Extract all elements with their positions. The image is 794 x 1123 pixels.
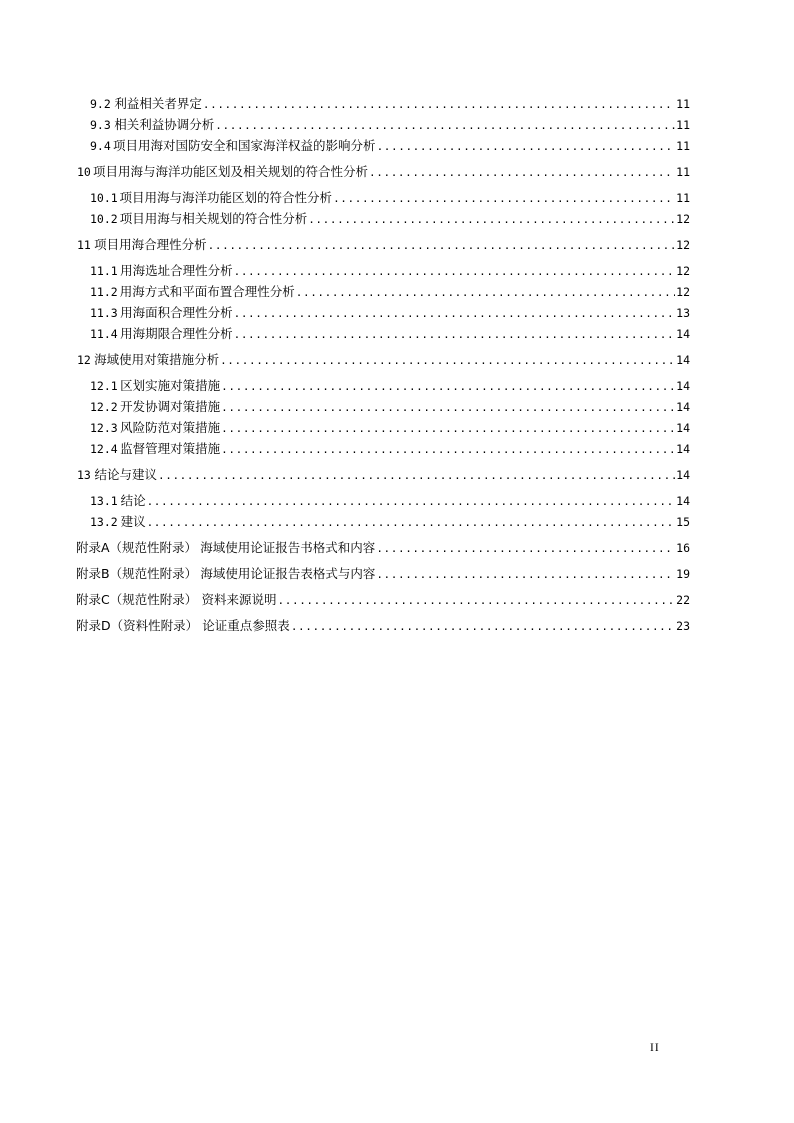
toc-entry-number: 13.1 (90, 494, 118, 508)
toc-entry-page: 14 (676, 400, 690, 414)
toc-entry-number: 11 (77, 238, 91, 252)
toc-entry-title: 监督管理对策措施 (120, 441, 221, 456)
toc-entry[interactable] (90, 420, 690, 437)
toc-entry-page: 14 (676, 468, 690, 482)
toc-entry-title: 结论 (120, 493, 146, 508)
toc-entry-page: 22 (676, 593, 690, 607)
toc-entry-number: 附录A（规范性附录） (76, 540, 198, 555)
toc-entry-title: 项目用海与海洋功能区划及相关规划的符合性分析 (93, 164, 369, 179)
toc-entry-number: 附录B（规范性附录） (76, 566, 198, 581)
toc-entry-number: 12.3 (90, 421, 118, 435)
toc-entry-title: 用海面积合理性分析 (120, 305, 233, 320)
toc-entry-page: 12 (676, 285, 690, 299)
toc-entry-number: 附录C（规范性附录） (76, 592, 198, 607)
toc-entry-title: 用海方式和平面布置合理性分析 (119, 284, 295, 299)
toc-entry[interactable] (90, 514, 690, 531)
toc-entry-page: 15 (676, 515, 690, 529)
toc-entry-page: 14 (676, 494, 690, 508)
toc-entry-number: 10.1 (90, 191, 118, 205)
toc-entry[interactable] (77, 237, 690, 254)
toc-entry-number: 11.4 (90, 327, 118, 341)
toc-leader-dots (291, 619, 675, 635)
toc-leader-dots (208, 238, 675, 254)
toc-entry[interactable] (90, 211, 690, 228)
toc-entry-number: 12.2 (90, 400, 118, 414)
toc-entry-title: 海域使用论证报告表格式与内容 (200, 566, 376, 581)
toc-leader-dots (296, 285, 675, 301)
toc-entry-title: 相关利益协调分析 (114, 117, 215, 132)
toc-entry-title: 资料来源说明 (201, 592, 277, 607)
toc-entry-page: 12 (676, 238, 690, 252)
toc-entry[interactable] (76, 540, 690, 557)
toc-leader-dots (234, 306, 676, 322)
toc-entry-number: 9.3 (90, 118, 111, 132)
toc-entry-page: 19 (676, 567, 690, 581)
toc-entry[interactable] (77, 352, 690, 369)
toc-entry-number: 11.2 (90, 285, 118, 299)
toc-entry-page: 13 (676, 306, 690, 320)
toc-entry[interactable] (76, 618, 690, 635)
toc-entry-number: 附录D（资料性附录） (76, 618, 199, 633)
toc-entry-number: 13 (77, 468, 91, 482)
toc-entry-number: 12.4 (90, 442, 118, 456)
toc-leader-dots (221, 442, 675, 458)
toc-leader-dots (377, 139, 676, 155)
toc-entry-page: 11 (676, 139, 690, 153)
toc-entry[interactable] (90, 493, 690, 510)
toc-leader-dots (158, 468, 675, 484)
page-number-footer: II (650, 1042, 660, 1054)
toc-entry-number: 12 (77, 353, 91, 367)
toc-leader-dots (308, 212, 675, 228)
toc-leader-dots (147, 515, 676, 531)
toc-entry-title: 项目用海与海洋功能区划的符合性分析 (119, 190, 333, 205)
toc-leader-dots (147, 494, 676, 510)
toc-entry[interactable] (77, 164, 690, 181)
toc-entry-page: 16 (676, 541, 690, 555)
toc-entry-title: 项目用海与相关规划的符合性分析 (119, 211, 308, 226)
toc-entry-page: 12 (676, 212, 690, 226)
toc-entry[interactable] (90, 378, 690, 395)
toc-entry-title: 论证重点参照表 (202, 618, 290, 633)
toc-entry-title: 建议 (120, 514, 146, 529)
toc-entry-number: 11.3 (90, 306, 118, 320)
toc-leader-dots (376, 541, 675, 557)
toc-entry-page: 14 (676, 421, 690, 435)
toc-entry-page: 12 (676, 264, 690, 278)
toc-entry[interactable] (76, 592, 690, 609)
toc-leader-dots (333, 191, 675, 207)
toc-entry-title: 项目用海对国防安全和国家海洋权益的影响分析 (113, 138, 376, 153)
toc-entry-title: 利益相关者界定 (114, 96, 202, 111)
toc-entry-number: 10.2 (90, 212, 118, 226)
toc-entry-number: 9.4 (90, 139, 111, 153)
toc-entry[interactable] (90, 441, 690, 458)
toc-entry-page: 11 (676, 165, 690, 179)
toc-entry-title: 海域使用对策措施分析 (94, 352, 220, 367)
toc-entry-page: 14 (676, 379, 690, 393)
toc-leader-dots (234, 327, 676, 343)
toc-entry-page: 14 (676, 353, 690, 367)
toc-entry[interactable] (90, 284, 690, 301)
toc-leader-dots (203, 97, 675, 113)
toc-entry-title: 用海选址合理性分析 (120, 263, 233, 278)
toc-entry-number: 12.1 (90, 379, 118, 393)
toc-entry-title: 开发协调对策措施 (120, 399, 221, 414)
toc-leader-dots (221, 421, 675, 437)
toc-entry-title: 结论与建议 (94, 467, 158, 482)
toc-entry-number: 9.2 (90, 97, 111, 111)
toc-entry-number: 13.2 (90, 515, 118, 529)
toc-entry-number: 10 (77, 165, 91, 179)
toc-entry-title: 海域使用论证报告书格式和内容 (200, 540, 376, 555)
toc-leader-dots (215, 118, 675, 134)
toc-entry[interactable] (90, 117, 690, 134)
toc-entry[interactable] (77, 467, 690, 484)
toc-entry-page: 14 (676, 442, 690, 456)
toc-entry[interactable] (90, 190, 690, 207)
toc-leader-dots (221, 400, 675, 416)
toc-leader-dots (221, 379, 675, 395)
toc-entry-title: 用海期限合理性分析 (120, 326, 233, 341)
toc-entry-page: 23 (676, 619, 690, 633)
toc-entry-number: 11.1 (90, 264, 118, 278)
toc-leader-dots (234, 264, 676, 280)
toc-entry[interactable] (90, 263, 690, 280)
toc-leader-dots (369, 165, 675, 181)
toc-leader-dots (376, 567, 675, 583)
toc-entry[interactable] (90, 138, 690, 155)
toc-entry-title: 项目用海合理性分析 (94, 237, 207, 252)
toc-entry[interactable] (90, 305, 690, 322)
toc-leader-dots (220, 353, 675, 369)
toc-entry[interactable] (90, 96, 690, 113)
toc-entry[interactable] (76, 566, 690, 583)
toc-entry-page: 11 (676, 191, 690, 205)
toc-entry-title: 风险防范对策措施 (120, 420, 221, 435)
toc-entry-page: 11 (676, 118, 690, 132)
toc-entry[interactable] (90, 326, 690, 343)
toc-entry-page: 11 (676, 97, 690, 111)
toc-entry-page: 14 (676, 327, 690, 341)
toc-entry[interactable] (90, 399, 690, 416)
toc-entry-title: 区划实施对策措施 (120, 378, 221, 393)
toc-leader-dots (278, 593, 676, 609)
